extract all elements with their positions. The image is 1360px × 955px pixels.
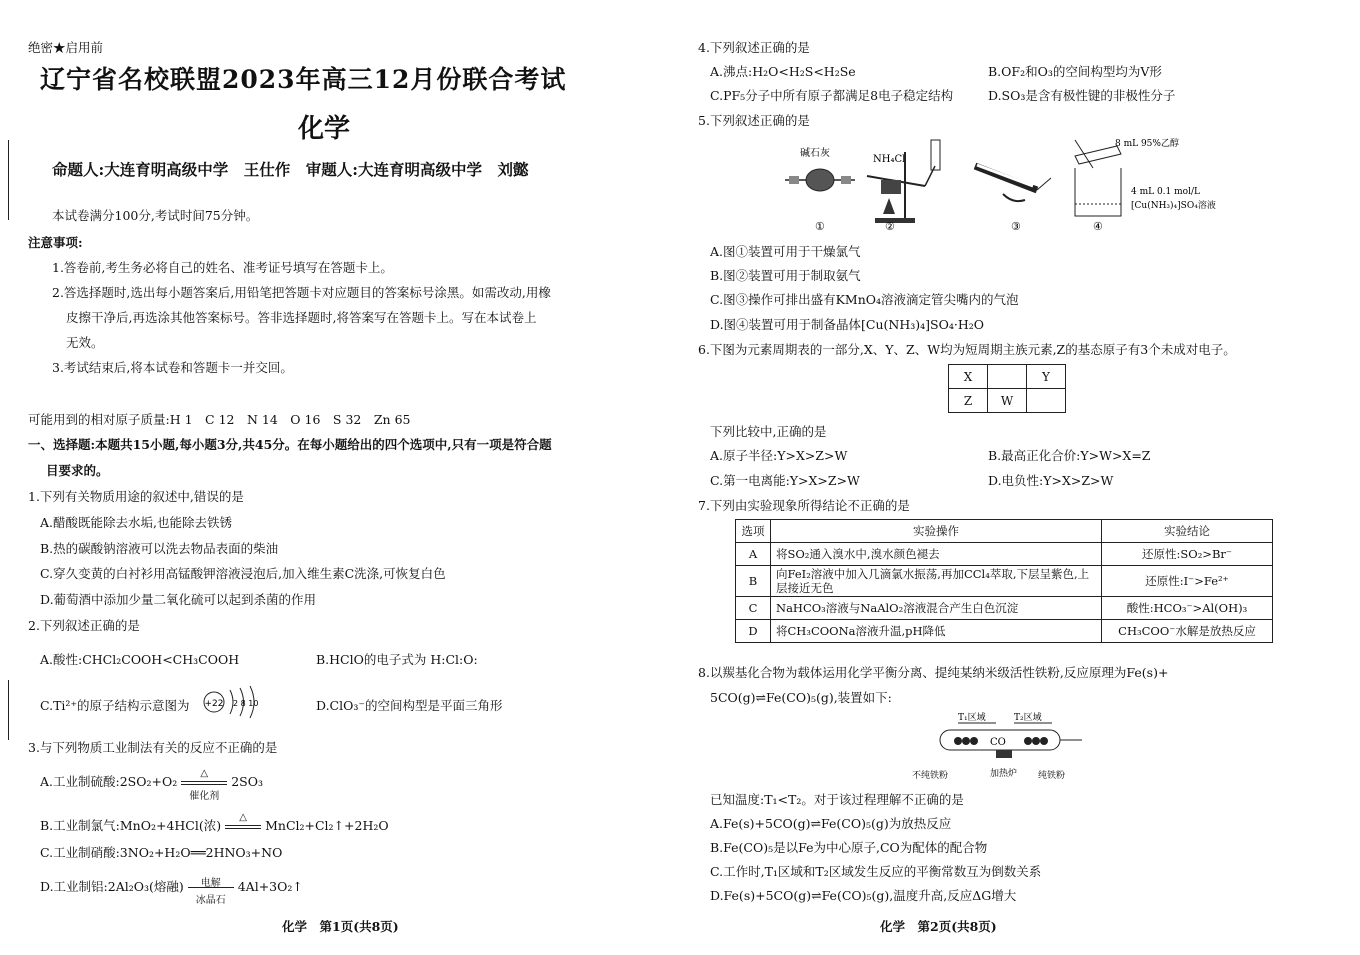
table-row xyxy=(736,543,1273,566)
q5-option-d: D.图④装置可用于制备晶体[Cu(NH₃)₄]SO₄·H₂O xyxy=(710,317,984,332)
q6-option-b: B.最高正化合价:Y>W>X=Z xyxy=(988,448,1151,463)
q8-known: 已知温度:T₁<T₂。对于该过程理解不正确的是 xyxy=(710,792,964,807)
q1-option-b: B.热的碳酸钠溶液可以洗去物品表面的柴油 xyxy=(40,541,279,556)
q8-option-a: A.Fe(s)+5CO(g)⇌Fe(CO)₅(g)为放热反应 xyxy=(710,816,952,831)
notes-heading: 注意事项: xyxy=(28,235,83,250)
q2-option-a: A.酸性:CHCl₂COOH<CH₃COOH xyxy=(40,652,240,667)
q6-option-a: A.原子半径:Y>X>Z>W xyxy=(710,448,848,463)
section-heading-cont: 目要求的。 xyxy=(46,463,109,478)
table-cell: 向FeI₂溶液中加入几滴氯水振荡,再加CCl₄萃取,下层呈紫色,上层接近无色 xyxy=(771,566,1102,597)
q4-option-a: A.沸点:H₂O<H₂S<H₂Se xyxy=(710,64,856,79)
grid-cell: Y xyxy=(1027,365,1066,389)
q8-option-c: C.工作时,T₁区域和T₂区域发生反应的平衡常数互为倒数关系 xyxy=(710,864,1042,879)
arrow-line xyxy=(225,825,261,829)
note-3: 3.考试结束后,将本试卷和答题卡一并交回。 xyxy=(52,360,293,375)
q8-option-b: B.Fe(CO)₅是以Fe为中心原子,CO为配体的配合物 xyxy=(710,840,988,855)
ti-atom-structure-diagram xyxy=(200,682,270,722)
q8-stem-cont: 5CO(g)⇌Fe(CO)₅(g),装置如下: xyxy=(710,690,892,705)
table-cell: 将CH₃COONa溶液升温,pH降低 xyxy=(771,620,1102,643)
q3-d-reactants: D.工业制铝:2Al₂O₃(熔融) xyxy=(40,879,184,894)
table-cell: B xyxy=(736,566,771,597)
nucleus-charge: +22 xyxy=(204,699,224,709)
q3-option-d xyxy=(40,877,303,906)
grid-cell xyxy=(1027,389,1066,413)
lbl-impure-iron: 不纯铁粉 xyxy=(912,771,949,781)
q4-option-b: B.OF₂和O₃的空间构型均为V形 xyxy=(988,64,1162,79)
note-2-end: 无效。 xyxy=(66,335,104,350)
fig-1-label: ① xyxy=(815,220,825,233)
q8-stem: 8.以羰基化合物为载体运用化学平衡分离、提纯某纳米级活性铁粉,反应原理为Fe(s)+ xyxy=(698,665,1169,680)
q1-option-a: A.醋酸既能除去水垢,也能除去铁锈 xyxy=(40,515,232,530)
table-cell: D xyxy=(736,620,771,643)
q6-option-c: C.第一电离能:Y>X>Z>W xyxy=(710,473,860,488)
table-row xyxy=(736,566,1273,597)
drying-tube-figure xyxy=(785,146,855,233)
q8-option-d: D.Fe(s)+5CO(g)⇌Fe(CO)₅(g),温度升高,反应ΔG增大 xyxy=(710,888,1017,903)
q6-option-d: D.电负性:Y>X>Z>W xyxy=(988,473,1114,488)
lbl-solution-name: [Cu(NH₃)₄]SO₄溶液 xyxy=(1131,201,1216,211)
burette-figure xyxy=(975,165,1051,233)
table-header-row xyxy=(736,520,1273,543)
exam-title: 辽宁省名校联盟2023年高三12月份联合考试 xyxy=(40,65,567,94)
lbl-ethanol: 8 mL 95%乙醇 xyxy=(1115,139,1179,149)
table-header: 选项 xyxy=(736,520,771,543)
q4-stem: 4.下列叙述正确的是 xyxy=(698,40,810,55)
secret-label: 绝密★启用前 xyxy=(28,40,104,55)
q3-a-products: 2SO₃ xyxy=(231,774,263,789)
q3-option-c: C.工业制硝酸:3NO₂+H₂O══2HNO₃+NO xyxy=(40,845,283,860)
arrow-condition-below: 冰晶石 xyxy=(195,894,226,906)
q3-b-products: MnCl₂+Cl₂↑+2H₂O xyxy=(265,818,389,833)
q5-stem: 5.下列叙述正确的是 xyxy=(698,113,810,128)
q5-option-c: C.图③操作可排出盛有KMnO₄溶液滴定管尖嘴内的气泡 xyxy=(710,292,1019,307)
table-cell: NaHCO₃溶液与NaAlO₂溶液混合产生白色沉淀 xyxy=(771,597,1102,620)
q6-substem: 下列比较中,正确的是 xyxy=(710,424,827,439)
arrow-line xyxy=(181,781,227,785)
arrow-condition-above: 电解 xyxy=(200,877,221,889)
grid-cell: W xyxy=(988,389,1027,413)
periodic-table-fragment xyxy=(948,364,1066,413)
note-2: 2.答选择题时,选出每小题答案后,用铅笔把答题卡对应题目的答案标号涂黑。如需改动,用橡 xyxy=(52,285,551,300)
grid-row xyxy=(949,389,1066,413)
table-cell: 还原性:SO₂>Br⁻ xyxy=(1102,543,1273,566)
table-header: 实验结论 xyxy=(1102,520,1273,543)
lbl-solution-conc: 4 mL 0.1 mol/L xyxy=(1131,187,1200,197)
q4-option-d: D.SO₃是含有极性键的非极性分子 xyxy=(988,88,1176,103)
shell-electrons: 2 8 10 xyxy=(233,699,259,708)
right-page xyxy=(680,0,1360,955)
q7-experiment-table xyxy=(735,519,1273,643)
table-row xyxy=(736,597,1273,620)
q3-d-products: 4Al+3O₂↑ xyxy=(237,879,303,894)
fig-4-label: ④ xyxy=(1093,220,1103,233)
binding-line xyxy=(8,140,9,220)
q1-stem: 1.下列有关物质用途的叙述中,错误的是 xyxy=(28,489,244,504)
binding-line xyxy=(8,680,9,740)
q3-option-a xyxy=(40,767,263,802)
section-heading: 一、选择题:本题共15小题,每小题3分,共45分。在每小题给出的四个选项中,只有一项是符合题 xyxy=(28,437,552,452)
ammonia-apparatus-figure xyxy=(867,140,940,233)
q2-option-c xyxy=(40,696,190,714)
page-footer: 化学 第2页(共8页) xyxy=(880,919,997,934)
q5-option-a: A.图①装置可用于干燥氯气 xyxy=(710,244,861,259)
arrow-condition-below: 催化剂 xyxy=(189,790,220,802)
intro-text: 本试卷满分100分,考试时间75分钟。 xyxy=(52,208,259,223)
lbl-pure-iron: 纯铁粉 xyxy=(1038,771,1066,781)
subject-title: 化学 xyxy=(298,114,351,144)
reaction-arrow xyxy=(181,767,227,802)
table-cell: CH₃COO⁻水解是放热反应 xyxy=(1102,620,1273,643)
q3-a-reactants: A.工业制硫酸:2SO₂+O₂ xyxy=(40,774,178,789)
note-2-cont: 皮擦干净后,再选涂其他答案标号。答非选择题时,将答案写在答题卡上。写在本试卷上 xyxy=(66,310,537,325)
q6-stem: 6.下图为元素周期表的一部分,X、Y、Z、W均为短周期主族元素,Z的基态原子有3个未成对电子。 xyxy=(698,342,1236,357)
fig-3-label: ③ xyxy=(1011,220,1021,233)
note-1: 1.答卷前,考生务必将自己的姓名、准考证号填写在答题卡上。 xyxy=(52,260,393,275)
table-header: 实验操作 xyxy=(771,520,1102,543)
table-cell: A xyxy=(736,543,771,566)
fig-2-label: ② xyxy=(885,220,895,233)
q8-tube-apparatus xyxy=(910,708,1100,782)
reaction-arrow xyxy=(225,811,261,829)
q2-stem: 2.下列叙述正确的是 xyxy=(28,618,140,633)
q1-option-c: C.穿久变黄的白衬衫用高锰酸钾溶液浸泡后,加入维生素C洗涤,可恢复白色 xyxy=(40,566,446,581)
lbl-t1-region: T₁区域 xyxy=(958,713,986,723)
arrow-condition-above: △ xyxy=(200,767,209,779)
grid-cell: X xyxy=(949,365,988,389)
q2-option-c-text: C.Ti²⁺的原子结构示意图为 xyxy=(40,698,190,713)
q5-option-b: B.图②装置可用于制取氨气 xyxy=(710,268,861,283)
q3-b-reactants: B.工业制氯气:MnO₂+4HCl(浓) xyxy=(40,818,222,833)
lbl-co: CO xyxy=(990,737,1006,748)
grid-row xyxy=(949,365,1066,389)
lbl-limestone: 碱石灰 xyxy=(800,148,830,159)
table-cell: C xyxy=(736,597,771,620)
q7-stem: 7.下列由实验现象所得结论不正确的是 xyxy=(698,498,910,513)
page-footer: 化学 第1页(共8页) xyxy=(282,919,399,934)
q2-option-d: D.ClO₃⁻的空间构型是平面三角形 xyxy=(316,698,503,713)
grid-cell: Z xyxy=(949,389,988,413)
grid-cell xyxy=(988,365,1027,389)
table-cell: 还原性:I⁻>Fe²⁺ xyxy=(1102,566,1273,597)
table-cell: 酸性:HCO₃⁻>Al(OH)₃ xyxy=(1102,597,1273,620)
atomic-mass-line: 可能用到的相对原子质量:H 1 C 12 N 14 O 16 S 32 Zn 65 xyxy=(28,412,411,427)
q2-option-b: B.HClO的电子式为 H:Cl:O: xyxy=(316,652,478,667)
reaction-arrow xyxy=(188,877,234,906)
beaker-figure xyxy=(1075,137,1216,233)
q4-option-c: C.PF₅分子中所有原子都满足8电子稳定结构 xyxy=(710,88,954,103)
table-cell: 将SO₂通入溴水中,溴水颜色褪去 xyxy=(771,543,1102,566)
lbl-nh4cl: NH₄Cl xyxy=(873,154,906,165)
arrow-condition-above: △ xyxy=(239,811,247,823)
lbl-heater: 加热炉 xyxy=(990,769,1018,779)
table-row xyxy=(736,620,1273,643)
q3-option-b xyxy=(40,811,389,834)
authors-line: 命题人:大连育明高级中学 王仕作 审题人:大连育明高级中学 刘懿 xyxy=(52,160,529,179)
lbl-t2-region: T₂区域 xyxy=(1014,713,1042,723)
q5-apparatus-figures xyxy=(775,132,1235,234)
q3-stem: 3.与下列物质工业制法有关的反应不正确的是 xyxy=(28,740,278,755)
q1-option-d: D.葡萄酒中添加少量二氧化硫可以起到杀菌的作用 xyxy=(40,592,317,607)
